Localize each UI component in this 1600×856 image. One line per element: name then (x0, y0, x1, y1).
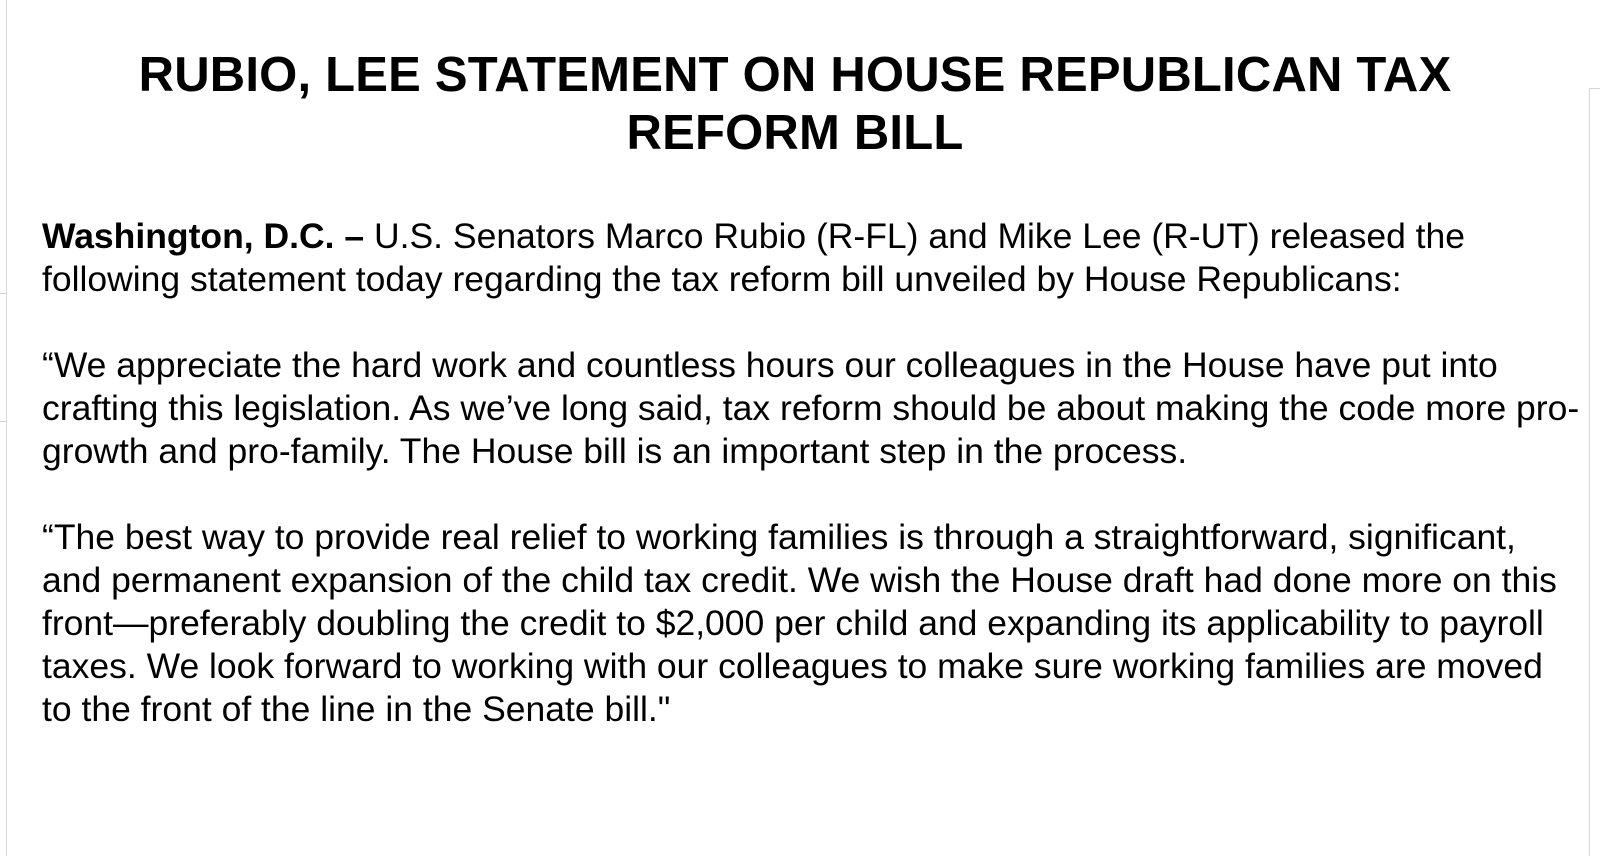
quote-paragraph-2: “The best way to provide real relief to working families is through a straightforward, significant, and permanent expansion of the child tax credit. We wish the House draft had done more on this front—preferably doubling the credit to $2,000 per child and expanding its applicability to payroll taxes. We look forward to working with our colleagues to make sure working families are moved to the front of the line in the Senate bill." (42, 517, 1557, 729)
quote-paragraph-1: “We appreciate the hard work and countless hours our colleagues in the House have put into crafting this legislation. As we’ve long said, tax reform should be about making the code more pro-growth and pro-family. The House bill is an important step in the process. (42, 345, 1580, 471)
intro-paragraph (42, 215, 1582, 301)
left-window-edge (0, 0, 7, 856)
right-scrollbar-track[interactable] (1589, 88, 1600, 856)
intro-text: U.S. Senators Marco Rubio (R-FL) and Mike Lee (R-UT) released the following statement today regarding the tax reform bill unveiled by House Republicans: (42, 216, 1466, 299)
dateline: Washington, D.C. – (42, 216, 365, 256)
press-release-title: RUBIO, LEE STATEMENT ON HOUSE REPUBLICAN TAX REFORM BILL (138, 48, 1452, 160)
document-page (42, 46, 1582, 731)
